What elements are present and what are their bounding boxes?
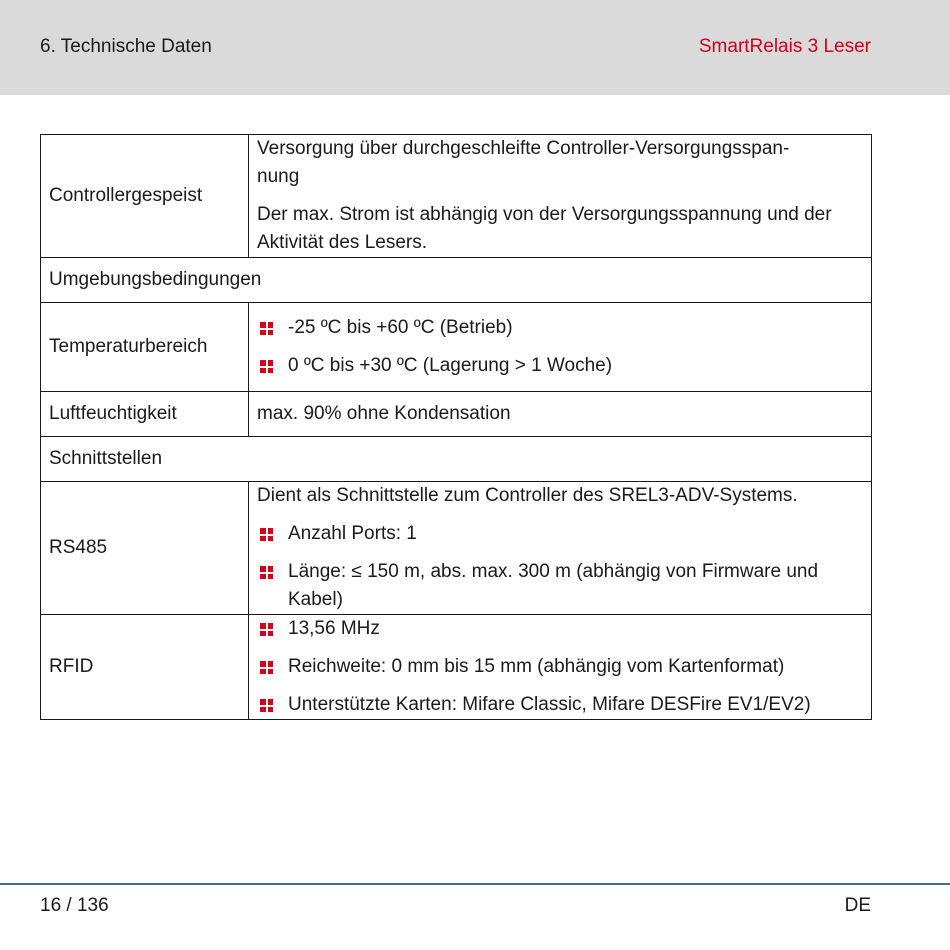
table-section-row bbox=[41, 437, 872, 482]
list-item: 0 ºC bis +30 ºC (Lagerung > 1 Woche) bbox=[257, 352, 863, 380]
row-label-rfid: RFID bbox=[41, 615, 249, 720]
table-row bbox=[41, 303, 872, 392]
list-item: Reichweite: 0 mm bis 15 mm (abhängig vom Kartenformat) bbox=[257, 653, 863, 681]
list-item: -25 ºC bis +60 ºC (Betrieb) bbox=[257, 314, 863, 342]
bullet-icon bbox=[260, 661, 273, 674]
bullet-icon bbox=[260, 360, 273, 373]
row-label-temperature: Temperaturbereich bbox=[41, 303, 249, 392]
table-row bbox=[41, 615, 872, 720]
controller-current-text: Der max. Strom ist abhängig von der Versorgungsspannung und der Aktivität des Lesers. bbox=[257, 204, 832, 253]
tech-specs-table bbox=[40, 134, 872, 720]
row-value-controller bbox=[249, 135, 872, 258]
list-item: Länge: ≤ 150 m, abs. max. 300 m (abhängig von Firmware und Kabel) bbox=[257, 558, 863, 614]
list-item: 13,56 MHz bbox=[257, 615, 863, 643]
bullet-icon bbox=[260, 623, 273, 636]
section-title: 6. Technische Daten bbox=[40, 36, 212, 57]
list-item: Anzahl Ports: 1 bbox=[257, 520, 863, 548]
row-value-rs485 bbox=[249, 482, 872, 615]
page-number: 16 / 136 bbox=[40, 895, 109, 916]
section-interfaces: Schnittstellen bbox=[41, 437, 872, 482]
row-label-humidity: Luftfeuchtigkeit bbox=[41, 392, 249, 437]
bullet-icon bbox=[260, 528, 273, 541]
row-value-humidity: max. 90% ohne Kondensation bbox=[249, 392, 872, 437]
table-row bbox=[41, 135, 872, 258]
row-label-controller: Controllergespeist bbox=[41, 135, 249, 258]
table-row bbox=[41, 392, 872, 437]
bullet-icon bbox=[260, 322, 273, 335]
bullet-icon bbox=[260, 699, 273, 712]
section-ambient: Umgebungsbedingungen bbox=[41, 258, 872, 303]
bullet-icon bbox=[260, 566, 273, 579]
rs485-intro-text: Dient als Schnittstelle zum Controller des SREL3-ADV-Systems. bbox=[257, 485, 798, 506]
table-section-row bbox=[41, 258, 872, 303]
row-label-rs485: RS485 bbox=[41, 482, 249, 615]
list-item: Unterstützte Karten: Mifare Classic, Mifare DESFire EV1/EV2) bbox=[257, 691, 863, 719]
product-name: SmartRelais 3 Leser bbox=[698, 36, 871, 57]
page-header bbox=[0, 0, 950, 95]
table-row bbox=[41, 482, 872, 615]
row-value-rfid bbox=[249, 615, 872, 720]
row-value-temperature bbox=[249, 303, 872, 392]
controller-supply-text: Versorgung über durchgeschleifte Controller-Versorgungsspan- nung bbox=[257, 138, 790, 187]
language-code: DE bbox=[844, 895, 871, 916]
footer-divider bbox=[0, 883, 950, 885]
